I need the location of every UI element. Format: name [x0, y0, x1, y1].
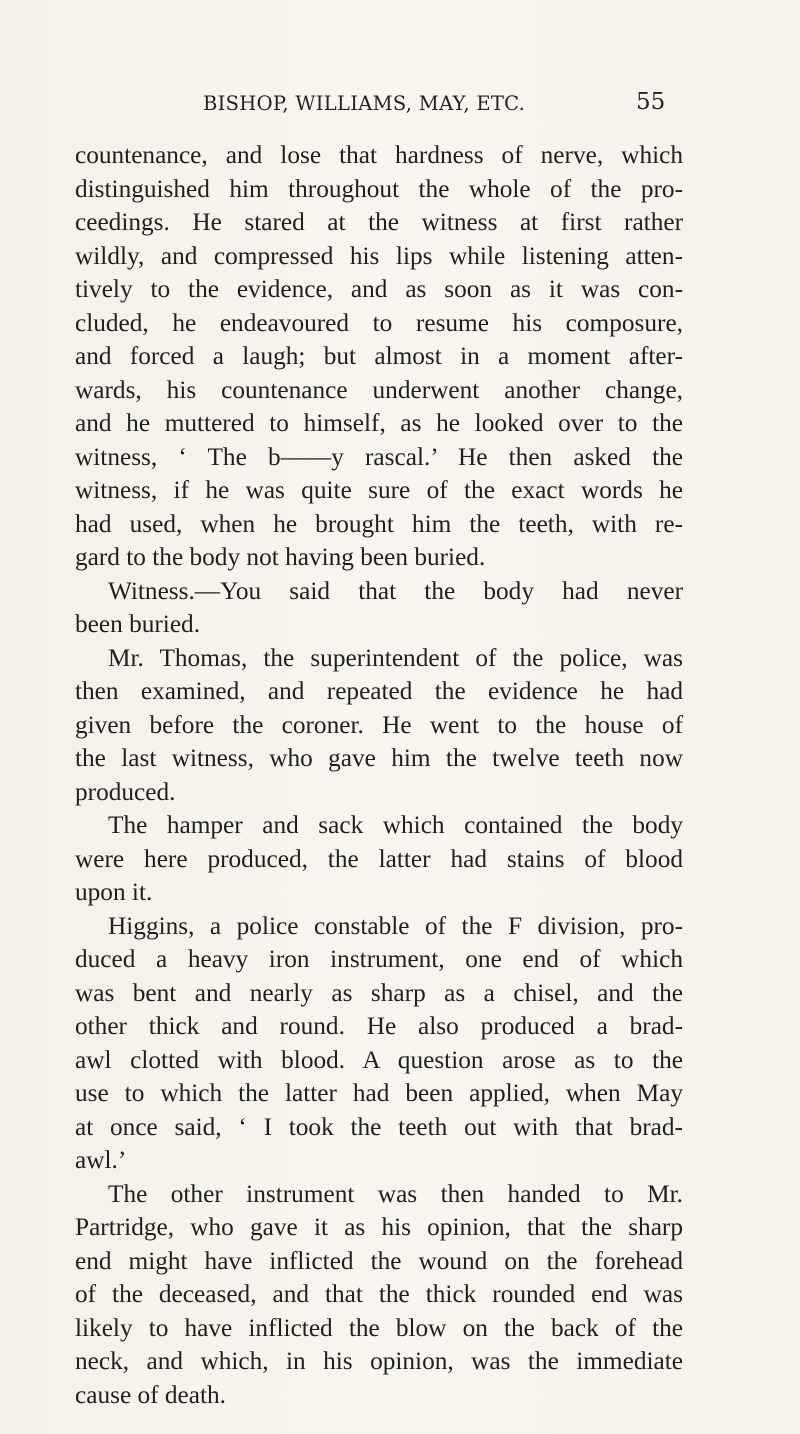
text-line: and he muttered to himself, as he looked over to the [75, 409, 683, 437]
text-line: and forced a laugh; but almost in a moment after- [75, 342, 683, 370]
text-line: then examined, and repeated the evidence he had [75, 677, 683, 705]
text-line: upon it. [75, 878, 153, 906]
text-line: end might have inflicted the wound on the forehead [75, 1246, 683, 1275]
text-line: The other instrument was then handed to Mr. [108, 1179, 683, 1208]
text-line: were here produced, the latter had stains of blood [75, 844, 683, 873]
text-line: awl.’ [75, 1146, 127, 1174]
text-line: cluded, he endeavoured to resume his composure, [75, 308, 683, 337]
text-line: awl clotted with blood. A question arose as to the [75, 1045, 683, 1074]
text-line: wildly, and compressed his lips while listening atten- [75, 241, 683, 270]
body-text [75, 139, 683, 1412]
text-line: produced. [75, 777, 176, 806]
text-line: The hamper and sack which contained the body [108, 811, 683, 839]
text-line: duced a heavy iron instrument, one end of which [75, 945, 683, 973]
text-line: at once said, ‘ I took the teeth out with that brad- [75, 1112, 683, 1141]
text-line: use to which the latter had been applied, when May [75, 1079, 683, 1107]
text-line: ceedings. He stared at the witness at first rather [75, 208, 683, 236]
text-line: of the deceased, and that the thick rounded end was [75, 1280, 683, 1308]
text-line: tively to the evidence, and as soon as it was con- [75, 275, 683, 303]
page-header [203, 89, 666, 115]
text-line: distinguished him throughout the whole of the pro- [75, 174, 683, 203]
running-head: BISHOP, WILLIAMS, MAY, ETC. [203, 92, 526, 115]
text-line: given before the coroner. He went to the house of [75, 710, 683, 739]
text-line: countenance, and lose that hardness of nerve, which [75, 141, 683, 169]
text-line: was bent and nearly as sharp as a chisel, and the [75, 978, 683, 1007]
page-number: 55 [636, 89, 666, 115]
text-line: neck, and which, in his opinion, was the immediate [75, 1347, 683, 1375]
text-line: Higgins, a police constable of the F division, pro- [108, 911, 683, 940]
text-line: been buried. [75, 610, 201, 638]
text-line: Witness.—You said that the body had never [108, 576, 683, 605]
text-line: cause of death. [75, 1380, 227, 1409]
text-line: gard to the body not having been buried. [75, 543, 486, 571]
text-line: Partridge, who gave it as his opinion, that the sharp [75, 1213, 683, 1241]
text-line: other thick and round. He also produced a brad- [75, 1012, 683, 1040]
text-line: witness, if he was quite sure of the exact words he [75, 476, 683, 504]
text-line: the last witness, who gave him the twelve teeth now [75, 744, 683, 772]
text-line: likely to have inflicted the blow on the back of the [75, 1313, 683, 1342]
text-line: Mr. Thomas, the superintendent of the police, was [108, 643, 683, 672]
text-line: witness, ‘ The b——y rascal.’ He then asked the [75, 442, 683, 471]
text-line: wards, his countenance underwent another change, [75, 375, 683, 404]
text-line: had used, when he brought him the teeth, with re- [75, 509, 683, 538]
